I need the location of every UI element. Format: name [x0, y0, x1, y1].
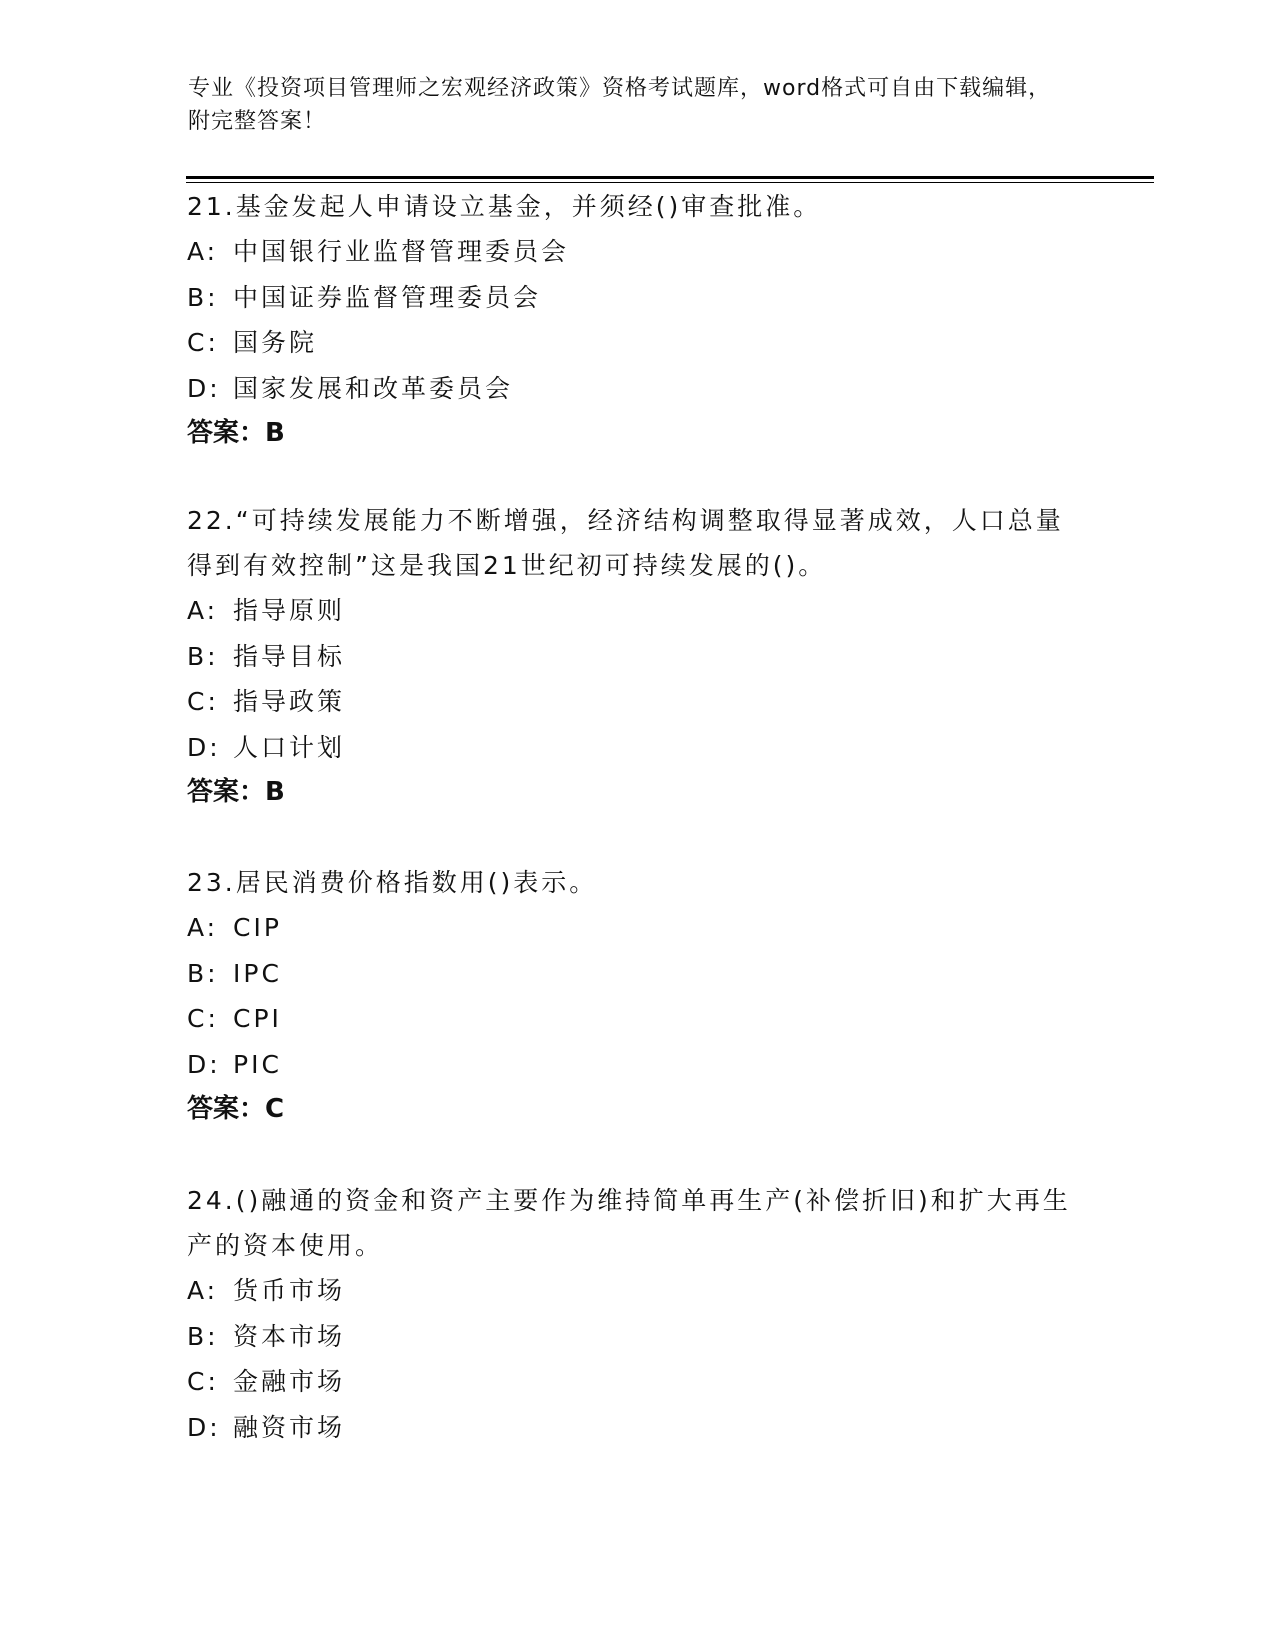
option-key: C: — [187, 1004, 219, 1033]
option-text: 指导政策 — [233, 687, 346, 716]
option-key: B: — [187, 958, 219, 988]
option-text: 国家发展和改革委员会 — [233, 373, 514, 403]
option-key: D: — [187, 373, 221, 403]
option-text: CIP — [233, 913, 282, 942]
option-key: A: — [187, 1276, 219, 1305]
option-a — [187, 229, 1077, 275]
option-c — [187, 679, 1077, 725]
option-text: IPC — [233, 958, 282, 988]
option-text: 人口计划 — [233, 732, 346, 762]
option-text: 货币市场 — [233, 1276, 346, 1305]
option-text: 指导原则 — [233, 596, 346, 625]
option-text: CPI — [233, 1004, 282, 1033]
option-key: B: — [187, 641, 219, 671]
option-text: 中国银行业监督管理委员会 — [233, 237, 570, 266]
question-stem: 24.()融通的资金和资产主要作为维持简单再生产(补偿折旧)和扩大再生产的资本使用。 — [187, 1186, 1071, 1260]
option-c — [187, 1359, 1077, 1405]
option-text: PIC — [233, 1049, 282, 1079]
option-text: 中国证券监督管理委员会 — [233, 282, 542, 312]
option-d — [187, 725, 1077, 771]
option-d — [187, 1405, 1077, 1451]
option-text: 国务院 — [233, 328, 318, 357]
option-key: B: — [187, 1321, 219, 1351]
option-key: C: — [187, 687, 219, 716]
header-divider-thin — [186, 182, 1154, 183]
option-text: 融资市场 — [233, 1412, 346, 1442]
option-key: C: — [187, 1367, 219, 1396]
header-divider-thick — [186, 176, 1154, 179]
document-header: 专业《投资项目管理师之宏观经济政策》资格考试题库，word格式可自由下载编辑，附完整答案！ — [188, 76, 1052, 134]
option-key: D: — [187, 1412, 221, 1442]
option-a — [187, 1268, 1077, 1314]
option-a — [187, 588, 1077, 634]
answer-label: 答案：B — [187, 777, 285, 807]
option-key: D: — [187, 1049, 221, 1079]
answer-label: 答案：B — [187, 418, 285, 448]
question-23 — [187, 860, 1077, 1132]
answer-label: 答案：C — [187, 1094, 285, 1124]
option-c — [187, 996, 1077, 1042]
option-text: 指导目标 — [233, 641, 346, 671]
option-d — [187, 366, 1077, 412]
option-key: A: — [187, 596, 219, 625]
option-b — [187, 951, 1077, 997]
option-text: 金融市场 — [233, 1367, 346, 1396]
question-stem: 22.“可持续发展能力不断增强，经济结构调整取得显著成效，人口总量得到有效控制”这是我国21世纪初可持续发展的()。 — [187, 506, 1064, 580]
option-b — [187, 634, 1077, 680]
option-b — [187, 275, 1077, 321]
option-c — [187, 320, 1077, 366]
question-stem: 21.基金发起人申请设立基金，并须经()审查批准。 — [187, 192, 822, 221]
question-24 — [187, 1178, 1077, 1450]
option-key: B: — [187, 282, 219, 312]
question-21 — [187, 184, 1077, 456]
option-a — [187, 905, 1077, 951]
option-text: 资本市场 — [233, 1321, 346, 1351]
option-key: A: — [187, 913, 219, 942]
option-key: C: — [187, 328, 219, 357]
option-key: A: — [187, 237, 219, 266]
option-b — [187, 1314, 1077, 1360]
option-d — [187, 1042, 1077, 1088]
question-22 — [187, 498, 1077, 815]
option-key: D: — [187, 732, 221, 762]
question-stem: 23.居民消费价格指数用()表示。 — [187, 868, 598, 897]
